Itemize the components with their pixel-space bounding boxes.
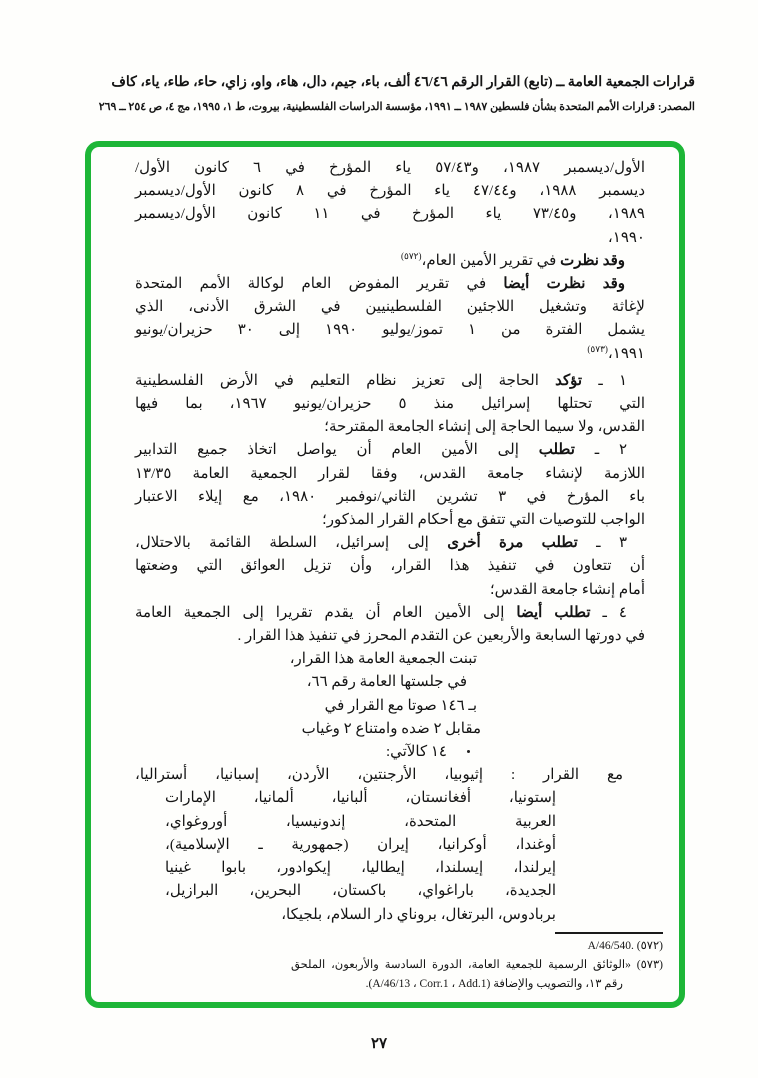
text-segment: ١ ـ (582, 372, 627, 389)
text-line (135, 463, 645, 486)
text-line (135, 880, 645, 903)
text-segment: ٤ ـ (590, 604, 627, 621)
text-segment: ١٩٩١، (607, 345, 645, 362)
text-line (135, 273, 645, 296)
text-segment: (٥٧٢) (633, 940, 663, 952)
text-segment: وقد نظرت (560, 252, 625, 269)
text-line (135, 296, 645, 319)
text-line (135, 741, 645, 764)
footnotes (291, 937, 663, 994)
text-segment: في دورتها السابعة والأربعين عن التقدم المحرز في تنفيذ هذا القرار . (237, 628, 645, 645)
page-number: ٢٧ (370, 1036, 388, 1052)
text-segment: إلى الأمين العام أن يواصل اتخاذ جميع التدابير (135, 442, 539, 459)
text-line (135, 532, 645, 555)
text-segment: تطلب أيضا (516, 604, 591, 621)
text-segment: أمام إنشاء جامعة القدس؛ (489, 581, 645, 598)
text-segment: تطلب (538, 442, 575, 459)
text-line (291, 975, 663, 994)
text-segment: التي تحتلها إسرائيل منذ ٥ حزيران/يونيو ١٩٦٧، بما فيها (135, 396, 645, 413)
text-line (291, 937, 663, 956)
text-segment: الحاجة إلى تعزيز نظام التعليم في الأرض الفلسطينية (135, 372, 556, 389)
footnote-marker: (٥٧٣) (587, 343, 608, 354)
footnote-marker: (٥٧٢) (401, 250, 422, 261)
text-line (135, 486, 645, 509)
text-line (135, 509, 645, 532)
text-segment: لإغاثة وتشغيل اللاجئين الفلسطينيين في الشرق الأدنى، الذي (135, 299, 645, 316)
text-line (135, 180, 645, 203)
text-segment: القدس، ولا سيما الحاجة إلى إنشاء الجامعة المقترحة؛ (324, 419, 645, 436)
text-segment: اللازمة لإنشاء جامعة القدس، وفقا لقرار الجمعية العامة ١٣/٣٥ (135, 465, 645, 482)
text-line (135, 203, 645, 226)
text-segment: إستونيا، أفغانستان، ألبانيا، ألمانيا، الإمارات (165, 790, 556, 807)
text-line (135, 157, 645, 180)
text-line (135, 648, 645, 671)
text-segment: في تقرير الأمين العام، (421, 252, 561, 269)
text-line (135, 416, 645, 439)
page-header-source: المصدر: قرارات الأمم المتحدة بشأن فلسطين ١٩٨٧ ــ ١٩٩١، مؤسسة الدراسات الفلسطينية، بيروت، ط ١، ١٩٩٥، مج ٤، ص ٢٥٤ ــ ٢٦٩ (98, 101, 695, 113)
text-line (135, 555, 645, 578)
text-segment: أن تتعاون في تنفيذ هذا القرار، وأن تزيل العوائق التي وضعتها (135, 558, 645, 575)
text-line (135, 370, 645, 393)
text-segment: الأول/ديسمبر ١٩٨٧، و٥٧/٤٣ ياء المؤرخ في ٦ كانون الأول/ (135, 160, 646, 176)
text-line (135, 393, 645, 416)
text-line (135, 718, 645, 741)
text-segment: ديسمبر ١٩٨٨، و٤٧/٤٤ ياء المؤرخ في ٨ كانون الأول/ديسمبر (135, 183, 645, 200)
text-segment: ٢ ـ (574, 442, 628, 459)
text-line (135, 579, 645, 602)
text-line (135, 787, 645, 810)
text-line (135, 834, 645, 857)
text-segment: الواجب للتوصيات التي تتفق مع أحكام القرار المذكور؛ (321, 512, 645, 529)
text-line (135, 695, 645, 718)
footnote-separator-rule (555, 932, 663, 934)
text-segment: إلى الأمين العام أن يقدم تقريرا إلى الجمعية العامة (135, 604, 517, 621)
text-segment: A/46/540. (587, 940, 634, 952)
text-segment: تطلب مرة أخرى (447, 535, 578, 552)
text-line (135, 904, 645, 927)
text-line (291, 956, 663, 975)
text-segment: يشمل الفترة من ١ تموز/يوليو ١٩٩٠ إلى ٣٠ حزيران/يونيو (135, 322, 645, 339)
text-segment: ١٤ كالآتي: (386, 744, 447, 761)
text-segment: وقد نظرت أيضا (503, 276, 625, 293)
text-segment: تبنت الجمعية العامة هذا القرار، (289, 651, 477, 668)
text-line (135, 671, 645, 694)
text-segment: الجديدة، باراغواي، باكستان، البحرين، البرازيل، (165, 883, 556, 900)
text-line (135, 857, 645, 880)
text-segment: باء المؤرخ في ٣ تشرين الثاني/نوفمبر ١٩٨٠، مع إيلاء الاعتبار (135, 488, 645, 505)
text-segment: تؤكد (555, 372, 583, 389)
text-segment: إلى إسرائيل، السلطة القائمة بالاحتلال، (135, 535, 448, 552)
text-segment: (٥٧٣) «الوثائق الرسمية للجمعية العامة، الدورة السادسة والأربعون، الملحق (291, 959, 663, 971)
text-segment: إيرلندا، إيسلندا، إيطاليا، إيكوادور، بابوا غينيا (165, 860, 556, 877)
text-line (135, 343, 645, 366)
text-line (135, 764, 645, 787)
body-text (135, 157, 645, 927)
text-line (135, 439, 645, 462)
text-line (135, 602, 645, 625)
text-segment: رقم ١٣، والتصويب والإضافة (A/46/13 ، Corr.1 ، Add.1). (365, 978, 623, 990)
text-segment: بربادوس، البرتغال، بروناي دار السلام، بلجيكا، (281, 906, 556, 923)
text-line (135, 811, 645, 834)
text-line (135, 625, 645, 648)
text-segment: ١٩٩٠، (607, 229, 645, 246)
text-line (135, 250, 645, 273)
page-header-title: قرارات الجمعية العامة ــ (تابع) القرار الرقم ٤٦/٤٦ ألف، باء، جيم، دال، هاء، واو، زاي، حاء، طاء، ياء، كاف (111, 75, 695, 90)
text-line (135, 227, 645, 250)
text-segment: بـ ١٤٦ صوتا مع القرار في (324, 697, 477, 714)
text-segment: مع القرار : إثيوبيا، الأرجنتين، الأردن، إسبانيا، أستراليا، (135, 767, 623, 784)
text-segment: في تقرير المفوض العام لوكالة الأمم المتحدة (135, 276, 504, 293)
text-segment: في جلستها العامة رقم ٦٦، (306, 674, 467, 691)
text-segment: مقابل ٢ ضده وامتناع ٢ وغياب (301, 720, 481, 737)
text-segment: أوغندا، أوكرانيا، إيران (جمهورية ـ الإسلامية)، (165, 836, 556, 853)
text-line (135, 319, 645, 342)
text-segment: العربية المتحدة، إندونيسيا، أوروغواي، (165, 813, 556, 830)
ink-dot-artifact (467, 750, 470, 753)
text-segment: ٣ ـ (577, 535, 627, 552)
text-segment: ١٩٨٩، و٧٣/٤٥ ياء المؤرخ في ١١ كانون الأول/ديسمبر (135, 206, 645, 223)
